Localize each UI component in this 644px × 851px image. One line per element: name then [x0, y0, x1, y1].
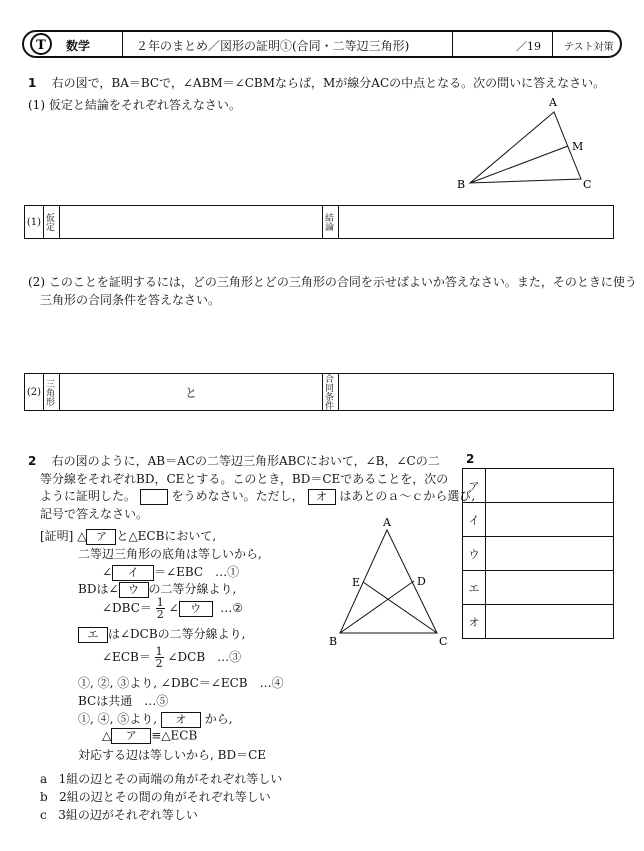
triangle-label: 三角形 [44, 378, 54, 406]
proof-line10 [78, 710, 233, 728]
fraction-numerator: 1 [155, 645, 163, 658]
proof-p3b: ＝∠EBC …① [154, 565, 240, 579]
blank-box-example [140, 489, 168, 505]
divider [122, 32, 123, 56]
q2-stem-text: 右の図のように，AB＝ACの二等辺三角形ABCにおいて，∠B，∠Cの二 [51, 454, 440, 468]
answer-key: ア [463, 469, 486, 503]
blank-i-input[interactable]: イ [112, 565, 154, 581]
q1-stem [28, 74, 605, 91]
choice-text: 2組の辺とその間の角がそれぞれ等しい [59, 790, 271, 804]
q2-answer-title: 2 [466, 452, 475, 466]
q1-answer-row1 [24, 205, 614, 239]
svg-text:T: T [36, 38, 46, 53]
q2-stem-line1 [28, 452, 440, 469]
answer-row-i [463, 503, 614, 537]
q2-stem-line2: 等分線をそれぞれBD，CEとする。このとき，BD＝CEであることを，次の [40, 472, 449, 486]
q1-sub2-line2: 三角形の合同条件を答えなさい。 [40, 293, 221, 307]
blank-a-input-2[interactable]: ア [111, 728, 151, 744]
fig2-label-a: A [383, 516, 391, 529]
fraction-denominator: 2 [155, 657, 163, 670]
proof-line11 [102, 728, 197, 744]
fig2-label-b: B [329, 635, 338, 648]
q2-stem3b: をうめなさい。ただし， [171, 489, 304, 503]
choice-text: 1組の辺とその両端の角がそれぞれ等しい [58, 772, 283, 786]
logo-icon [30, 33, 52, 55]
choice-b [40, 788, 271, 805]
proof-p6: は∠DCBの二等分線より, [108, 627, 246, 641]
page-title: ２年のまとめ／図形の証明①(合同・二等辺三角形) [136, 39, 410, 53]
proof-p7a: ∠ECB＝ [102, 650, 151, 664]
answer-key: イ [463, 503, 486, 537]
answer-key: オ [463, 605, 486, 639]
answer-key: エ [463, 571, 486, 605]
blank-u-input[interactable]: ウ [119, 582, 149, 598]
score-label: ／19 [516, 40, 541, 53]
blank-u-input-2[interactable]: ウ [179, 601, 213, 617]
box-o-example: オ [308, 489, 336, 505]
answer-field-a[interactable] [486, 469, 614, 503]
q2-stem3a: ように証明した。 [40, 489, 137, 503]
answer-row-a [463, 469, 614, 503]
proof-p11a: △ [102, 728, 112, 743]
proof-line7 [102, 646, 241, 669]
proof-p10b: から, [204, 712, 233, 726]
fig2-label-e: E [352, 576, 361, 589]
fig2-label-d: D [417, 575, 426, 588]
blank-o-input[interactable]: オ [161, 712, 201, 728]
assumption-answer-field[interactable] [60, 206, 323, 239]
fraction-denominator: 2 [156, 608, 164, 621]
proof-p3a: ∠ [102, 565, 113, 579]
answer-field-u[interactable] [486, 537, 614, 571]
q1-number: 1 [28, 76, 37, 90]
and-label: と [184, 385, 197, 400]
fraction-numerator: 1 [156, 596, 164, 609]
q1-figure [452, 96, 602, 196]
q2-stem3c: はあとのａ～ｃから選び, [339, 489, 476, 503]
q2-stem-line3 [40, 487, 475, 505]
fig2-label-c: C [439, 635, 448, 648]
proof-label: [証明] [40, 529, 74, 543]
proof-p1b: と△ECBにおいて, [116, 529, 217, 543]
q1-stem-text: 右の図で，BA＝BCで，∠ABM＝∠CBMならば，Mが線分ACの中点となる。次の問いに答えなさい。 [51, 76, 606, 90]
fig1-label-b: B [457, 178, 466, 191]
proof-line12: 対応する辺は等しいから, BD＝CE [78, 748, 267, 762]
conclusion-answer-field[interactable] [339, 206, 614, 239]
fraction-half [156, 597, 165, 620]
proof-p1a: △ [77, 529, 87, 543]
proof-p5a: ∠DBC＝ [102, 601, 152, 615]
q1-answer-row2 [24, 373, 614, 411]
answer-row-o [463, 605, 614, 639]
conclusion-label: 結論 [323, 213, 333, 231]
assumption-label: 仮定 [44, 213, 54, 231]
answer-row-u [463, 537, 614, 571]
proof-line6 [78, 625, 246, 643]
blank-e-input[interactable]: エ [78, 627, 108, 643]
q1-sub1: (1) 仮定と結論をそれぞれ答えなさい。 [28, 98, 241, 112]
blank-a-input[interactable]: ア [86, 529, 116, 545]
proof-line1 [40, 527, 216, 545]
answer-field-i[interactable] [486, 503, 614, 537]
answer-row-e [463, 571, 614, 605]
q1-sub2-line1: (2) このことを証明するには，どの三角形とどの三角形の合同を示せばよいか答えなさい。また，そのときに使う [28, 275, 637, 289]
q2-figure [325, 515, 455, 650]
q2-answer-table [462, 468, 614, 639]
choice-key: b [40, 790, 48, 804]
proof-p5b: ∠ [168, 601, 179, 615]
header-bar [22, 30, 622, 58]
test-label: テスト対策 [564, 42, 614, 53]
choice-key: a [40, 772, 48, 786]
answer-field-e[interactable] [486, 571, 614, 605]
proof-p11b: ≡△ECB [151, 728, 198, 743]
choice-c [40, 806, 198, 823]
condition-answer-field[interactable] [339, 374, 614, 411]
fraction-half [155, 646, 164, 669]
proof-p5c: …② [220, 601, 244, 615]
choice-key: c [40, 808, 47, 822]
choice-text: 3組の辺がそれぞれ等しい [58, 808, 198, 822]
fig1-label-c: C [583, 178, 592, 191]
fig1-label-a: A [549, 96, 557, 109]
proof-line4 [78, 580, 236, 598]
proof-p7b: ∠DCB …③ [167, 650, 242, 664]
row-number: (1) [25, 206, 44, 239]
proof-line2: 二等辺三角形の底角は等しいから, [78, 547, 262, 561]
divider [552, 32, 553, 56]
proof-p4a: BDは∠ [78, 582, 119, 596]
triangles-answer-field[interactable] [60, 374, 323, 411]
row-number: (2) [25, 374, 44, 411]
proof-line3 [102, 563, 239, 581]
congruence-condition-label: 合同条件 [323, 374, 333, 410]
q2-number: 2 [28, 454, 37, 468]
answer-field-o[interactable] [486, 605, 614, 639]
answer-key: ウ [463, 537, 486, 571]
fig1-label-m: M [572, 140, 584, 153]
choice-a [40, 770, 282, 787]
proof-line8: ①, ②, ③より, ∠DBC＝∠ECB …④ [78, 676, 284, 690]
proof-line5 [102, 597, 243, 620]
proof-line9: BCは共通 …⑤ [78, 694, 169, 708]
q2-stem-line4: 記号で答えなさい。 [40, 507, 149, 521]
proof-p10a: ①, ④, ⑤より, [78, 712, 158, 726]
subject-label: 数学 [66, 39, 91, 53]
proof-p4b: の二等分線より, [148, 582, 237, 596]
divider [452, 32, 453, 56]
